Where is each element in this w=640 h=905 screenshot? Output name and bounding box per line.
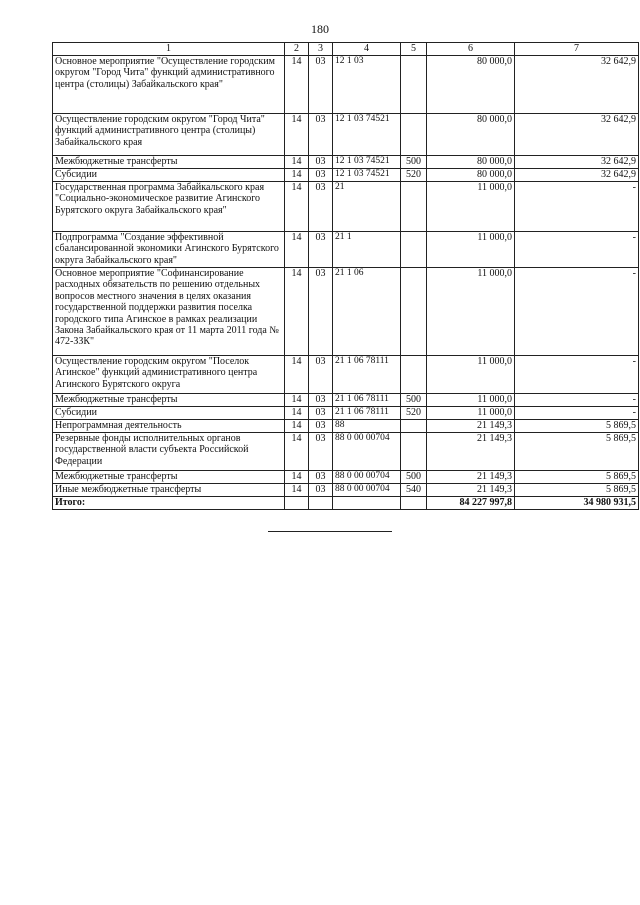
cell-subsection: 03 bbox=[309, 420, 333, 433]
table-row bbox=[53, 169, 639, 182]
cell-amount-plan: 21 149,3 bbox=[427, 420, 515, 433]
table-row bbox=[53, 394, 639, 407]
row-name: Осуществление городским округом "Город Чита" функций административного центра (столицы) Забайкальского края bbox=[53, 114, 285, 156]
cell-section: 14 bbox=[285, 420, 309, 433]
row-name: Основное мероприятие "Осуществление городским округом "Город Чита" функций административного центра (столицы) Забайкальского края" bbox=[53, 56, 285, 114]
cell-subsection: 03 bbox=[309, 182, 333, 232]
cell-expense-type bbox=[401, 433, 427, 471]
cell-expense-type: 520 bbox=[401, 407, 427, 420]
total-label: Итого: bbox=[53, 497, 285, 510]
cell-expense-type: 500 bbox=[401, 156, 427, 169]
cell-amount-actual: - bbox=[515, 407, 639, 420]
cell-target-code: 21 1 bbox=[333, 232, 401, 268]
cell-amount-plan: 21 149,3 bbox=[427, 433, 515, 471]
cell-target-code: 21 1 06 78111 bbox=[333, 394, 401, 407]
cell-target-code: 88 bbox=[333, 420, 401, 433]
cell-expense-type: 540 bbox=[401, 484, 427, 497]
row-name: Подпрограмма "Создание эффективной сбалансированной экономики Агинского Бурятского округа Забайкальского края" bbox=[53, 232, 285, 268]
cell-subsection: 03 bbox=[309, 56, 333, 114]
cell-amount-plan: 11 000,0 bbox=[427, 182, 515, 232]
column-header: 4 bbox=[333, 43, 401, 56]
cell-target-code: 21 bbox=[333, 182, 401, 232]
cell-subsection: 03 bbox=[309, 169, 333, 182]
cell-expense-type bbox=[401, 114, 427, 156]
cell-expense-type bbox=[401, 232, 427, 268]
cell-amount-plan: 11 000,0 bbox=[427, 232, 515, 268]
total-amount-plan: 84 227 997,8 bbox=[427, 497, 515, 510]
cell-subsection: 03 bbox=[309, 433, 333, 471]
cell-target-code: 21 1 06 bbox=[333, 268, 401, 356]
cell-subsection: 03 bbox=[309, 356, 333, 394]
separator-line bbox=[268, 531, 392, 532]
cell-subsection: 03 bbox=[309, 394, 333, 407]
cell-amount-plan: 21 149,3 bbox=[427, 471, 515, 484]
cell-empty bbox=[309, 497, 333, 510]
cell-subsection: 03 bbox=[309, 407, 333, 420]
row-name: Иные межбюджетные трансферты bbox=[53, 484, 285, 497]
cell-empty bbox=[333, 497, 401, 510]
row-name: Субсидии bbox=[53, 407, 285, 420]
cell-target-code: 88 0 00 00704 bbox=[333, 471, 401, 484]
cell-amount-actual: - bbox=[515, 182, 639, 232]
cell-target-code: 21 1 06 78111 bbox=[333, 407, 401, 420]
column-header: 6 bbox=[427, 43, 515, 56]
row-name: Межбюджетные трансферты bbox=[53, 471, 285, 484]
cell-amount-actual: 5 869,5 bbox=[515, 433, 639, 471]
cell-section: 14 bbox=[285, 268, 309, 356]
cell-amount-plan: 11 000,0 bbox=[427, 356, 515, 394]
header-row bbox=[53, 43, 639, 56]
total-row bbox=[53, 497, 639, 510]
cell-subsection: 03 bbox=[309, 156, 333, 169]
column-header: 3 bbox=[309, 43, 333, 56]
table-row bbox=[53, 433, 639, 471]
cell-section: 14 bbox=[285, 232, 309, 268]
cell-section: 14 bbox=[285, 356, 309, 394]
column-header: 7 bbox=[515, 43, 639, 56]
table-row bbox=[53, 156, 639, 169]
budget-table bbox=[52, 42, 639, 510]
table-row bbox=[53, 471, 639, 484]
table-row bbox=[53, 268, 639, 356]
table-row bbox=[53, 114, 639, 156]
cell-subsection: 03 bbox=[309, 471, 333, 484]
cell-target-code: 12 1 03 74521 bbox=[333, 114, 401, 156]
cell-subsection: 03 bbox=[309, 268, 333, 356]
page-number: 180 bbox=[311, 22, 329, 36]
cell-target-code: 88 0 00 00704 bbox=[333, 484, 401, 497]
table-row bbox=[53, 407, 639, 420]
cell-section: 14 bbox=[285, 471, 309, 484]
cell-expense-type bbox=[401, 420, 427, 433]
cell-subsection: 03 bbox=[309, 114, 333, 156]
cell-amount-actual: - bbox=[515, 356, 639, 394]
cell-expense-type bbox=[401, 56, 427, 114]
cell-target-code: 12 1 03 bbox=[333, 56, 401, 114]
cell-empty bbox=[285, 497, 309, 510]
table-row bbox=[53, 484, 639, 497]
column-header: 1 bbox=[53, 43, 285, 56]
cell-amount-actual: 5 869,5 bbox=[515, 420, 639, 433]
cell-section: 14 bbox=[285, 433, 309, 471]
cell-amount-plan: 11 000,0 bbox=[427, 407, 515, 420]
cell-amount-actual: 32 642,9 bbox=[515, 169, 639, 182]
cell-amount-actual: - bbox=[515, 232, 639, 268]
cell-section: 14 bbox=[285, 156, 309, 169]
row-name: Основное мероприятие "Софинансирование расходных обязательств по решению отдельных вопросов местного значения в целях оказания государственной поддержки развития поселка городского типа Агинское в рамках реализации Закона Забайкальского края от 11 марта 2011 года № 472-ЗЗК" bbox=[53, 268, 285, 356]
cell-target-code: 88 0 00 00704 bbox=[333, 433, 401, 471]
cell-section: 14 bbox=[285, 114, 309, 156]
cell-expense-type bbox=[401, 356, 427, 394]
cell-target-code: 12 1 03 74521 bbox=[333, 169, 401, 182]
table-row bbox=[53, 232, 639, 268]
cell-target-code: 12 1 03 74521 bbox=[333, 156, 401, 169]
row-name: Осуществление городским округом "Поселок Агинское" функций административного центра Агинского Бурятского округа bbox=[53, 356, 285, 394]
cell-section: 14 bbox=[285, 169, 309, 182]
cell-amount-actual: 32 642,9 bbox=[515, 156, 639, 169]
cell-section: 14 bbox=[285, 407, 309, 420]
cell-amount-actual: 32 642,9 bbox=[515, 56, 639, 114]
cell-section: 14 bbox=[285, 394, 309, 407]
table-row bbox=[53, 356, 639, 394]
cell-amount-actual: 5 869,5 bbox=[515, 471, 639, 484]
cell-expense-type: 520 bbox=[401, 169, 427, 182]
row-name: Непрограммная деятельность bbox=[53, 420, 285, 433]
cell-amount-plan: 80 000,0 bbox=[427, 114, 515, 156]
cell-expense-type: 500 bbox=[401, 471, 427, 484]
cell-target-code: 21 1 06 78111 bbox=[333, 356, 401, 394]
cell-amount-plan: 21 149,3 bbox=[427, 484, 515, 497]
cell-expense-type bbox=[401, 268, 427, 356]
cell-section: 14 bbox=[285, 484, 309, 497]
cell-expense-type: 500 bbox=[401, 394, 427, 407]
cell-amount-plan: 11 000,0 bbox=[427, 268, 515, 356]
table-row bbox=[53, 56, 639, 114]
cell-section: 14 bbox=[285, 182, 309, 232]
row-name: Государственная программа Забайкальского края "Социально-экономическое развитие Агинского Бурятского округа Забайкальского края" bbox=[53, 182, 285, 232]
cell-expense-type bbox=[401, 182, 427, 232]
row-name: Субсидии bbox=[53, 169, 285, 182]
cell-subsection: 03 bbox=[309, 484, 333, 497]
row-name: Межбюджетные трансферты bbox=[53, 156, 285, 169]
row-name: Межбюджетные трансферты bbox=[53, 394, 285, 407]
table-row bbox=[53, 420, 639, 433]
table-row bbox=[53, 182, 639, 232]
cell-amount-plan: 80 000,0 bbox=[427, 169, 515, 182]
cell-amount-plan: 80 000,0 bbox=[427, 56, 515, 114]
cell-amount-actual: 32 642,9 bbox=[515, 114, 639, 156]
row-name: Резервные фонды исполнительных органов государственной власти субъекта Российской Федерации bbox=[53, 433, 285, 471]
cell-empty bbox=[401, 497, 427, 510]
cell-amount-plan: 11 000,0 bbox=[427, 394, 515, 407]
cell-amount-actual: - bbox=[515, 394, 639, 407]
cell-amount-actual: 5 869,5 bbox=[515, 484, 639, 497]
column-header: 5 bbox=[401, 43, 427, 56]
cell-amount-actual: - bbox=[515, 268, 639, 356]
column-header: 2 bbox=[285, 43, 309, 56]
cell-amount-plan: 80 000,0 bbox=[427, 156, 515, 169]
total-amount-actual: 34 980 931,5 bbox=[515, 497, 639, 510]
cell-section: 14 bbox=[285, 56, 309, 114]
cell-subsection: 03 bbox=[309, 232, 333, 268]
